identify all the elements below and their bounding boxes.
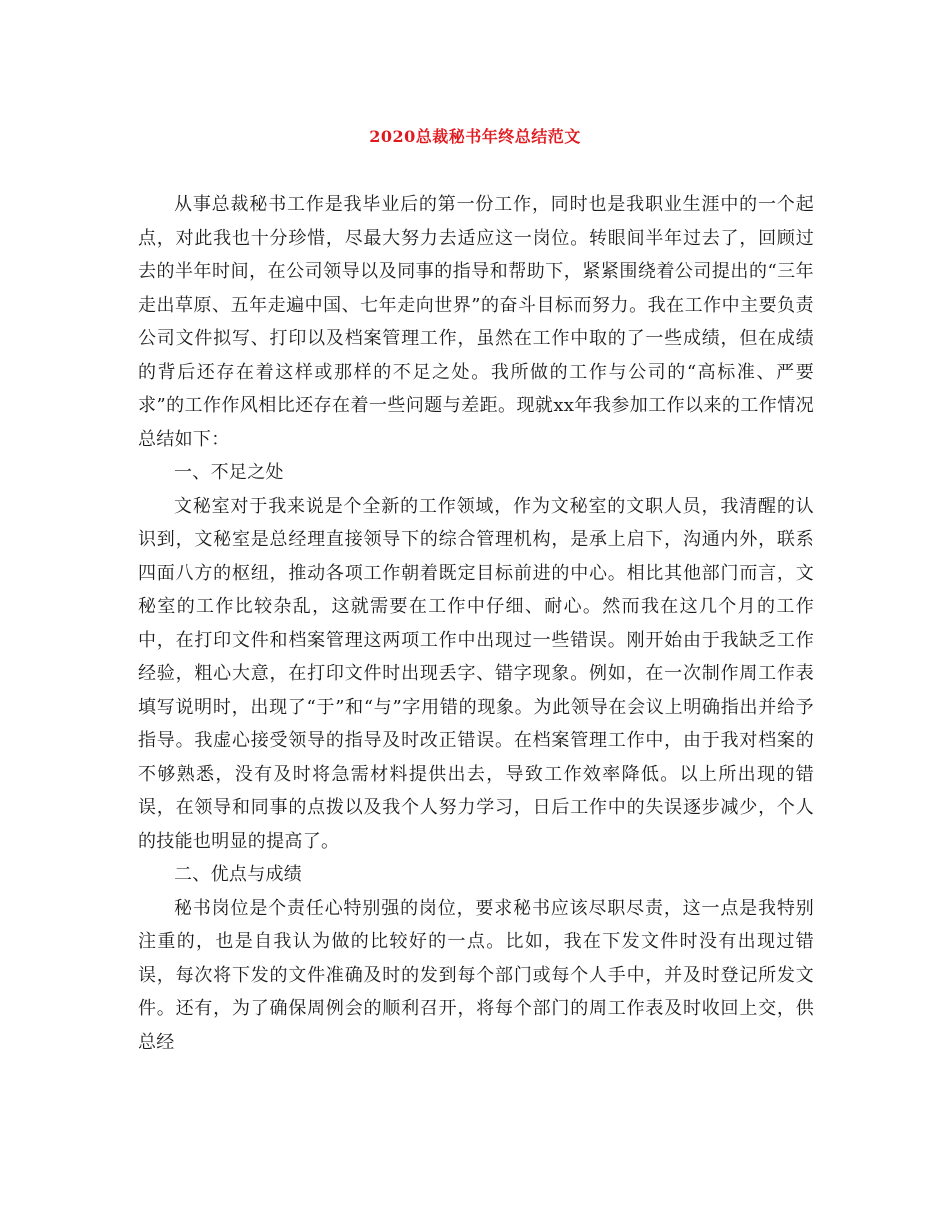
section-heading-shortcomings: 一、不足之处: [174, 462, 284, 483]
paragraph-intro: 从事总裁秘书工作是我毕业后的第一份工作，同时也是我职业生涯中的一个起点，对此我也十分珍惜，尽最大努力去适应这一岗位。转眼间半年过去了，回顾过去的半年时间，在公司领导以及同事的指导和帮助下，紧紧围绕着公司提出的“三年走出草原、五年走遍中国、七年走向世界”的奋斗目标而努力。我在工作中主要负责公司文件拟写、打印以及档案管理工作，虽然在工作中取的了一些成绩，但在成绩的背后还存在着这样或那样的不足之处。我所做的工作与公司的“高标准、严要求”的工作作风相比还存在着一些问题与差距。现就xx年我参加工作以来的工作情况总结如下：: [138, 194, 814, 450]
document-title: 2020总裁秘书年终总结范文: [369, 127, 581, 146]
section-heading-strengths: 二、优点与成绩: [174, 864, 303, 885]
paragraph-shortcomings: 文秘室对于我来说是个全新的工作领域，作为文秘室的文职人员，我清醒的认识到，文秘室是总经理直接领导下的综合管理机构，是承上启下，沟通内外，联系四面八方的枢纽，推动各项工作朝着既定目标前进的中心。相比其他部门而言，文秘室的工作比较杂乱，这就需要在工作中仔细、耐心。然而我在这几个月的工作中，在打印文件和档案管理这两项工作中出现过一些错误。刚开始由于我缺乏工作经验，粗心大意，在打印文件时出现丢字、错字现象。例如，在一次制作周工作表填写说明时，出现了“于”和“与”字用错的现象。为此领导在会议上明确指出并给予指导。我虚心接受领导的指导及时改正错误。在档案管理工作中，由于我对档案的不够熟悉，没有及时将急需材料提供出去，导致工作效率降低。以上所出现的错误，在领导和同事的点拨以及我个人努力学习，日后工作中的失误逐步减少，个人的技能也明显的提高了。: [138, 495, 814, 852]
document-body: [138, 188, 814, 1059]
paragraph-strengths: 秘书岗位是个责任心特别强的岗位，要求秘书应该尽职尽责，这一点是我特别注重的，也是自我认为做的比较好的一点。比如，我在下发文件时没有出现过错误，每次将下发的文件准确及时的发到每个部门或每个人手中，并及时登记所发文件。还有，为了确保周例会的顺利召开，将每个部门的周工作表及时收回上交，供总经: [138, 897, 814, 1053]
